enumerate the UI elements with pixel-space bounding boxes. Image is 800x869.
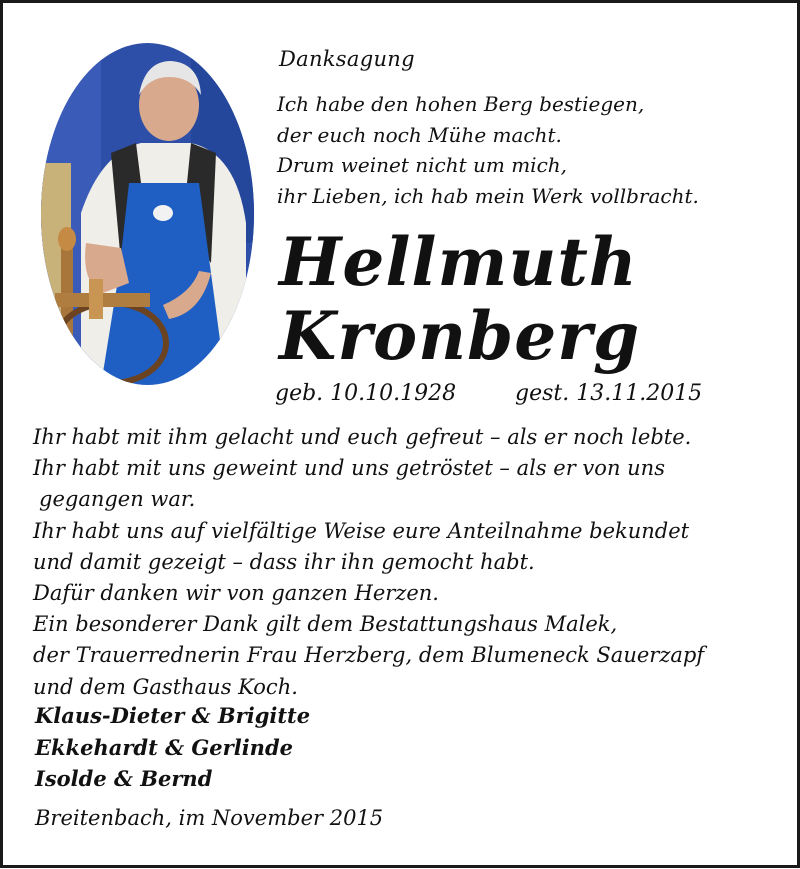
text-line: und damit gezeigt – dass ihr ihn gemocht habt. [33, 549, 535, 574]
text-line: Ihr habt uns auf vielfältige Weise eure Anteilnahme bekundet [33, 518, 690, 543]
text-line: Dafür danken wir von ganzen Herzen. [33, 581, 439, 606]
signature-line: Isolde & Bernd [35, 766, 213, 791]
poem-line: Ich habe den hohen Berg bestiegen, [277, 92, 645, 116]
signature-line: Ekkehardt & Gerlinde [35, 734, 293, 760]
place-and-date: Breitenbach, im November 2015 [35, 806, 384, 830]
signature-line: Klaus-Dieter & Brigitte [35, 703, 311, 728]
deceased-first-name: Hellmuth [279, 223, 638, 301]
portrait-photo [41, 43, 254, 385]
text-line: gegangen war. [39, 487, 196, 512]
family-signatures [35, 700, 310, 795]
poem-line: der euch noch Mühe macht. [277, 122, 562, 147]
poem-line: ihr Lieben, ich hab mein Werk vollbracht. [277, 183, 699, 208]
text-line: Ihr habt mit ihm gelacht und euch gefreut – als er noch lebte. [33, 425, 692, 449]
birth-date: geb. 10.10.1928 [275, 381, 457, 406]
death-date: gest. 13.11.2015 [515, 381, 703, 406]
poem-line: Drum weinet nicht um mich, [277, 153, 568, 177]
deceased-last-name: Kronberg [279, 297, 641, 375]
heading-danksagung: Danksagung [279, 47, 415, 71]
poem [277, 89, 699, 211]
thanks-text [33, 422, 704, 703]
text-line: Ein besonderer Dank gilt dem Bestattungshaus Malek, [33, 612, 618, 637]
text-line: Ihr habt mit uns geweint und uns getröstet – als er von uns [33, 456, 665, 481]
text-line: und dem Gasthaus Koch. [33, 674, 298, 699]
text-line: der Trauerrednerin Frau Herzberg, dem Blumeneck Sauerzapf [33, 643, 705, 668]
